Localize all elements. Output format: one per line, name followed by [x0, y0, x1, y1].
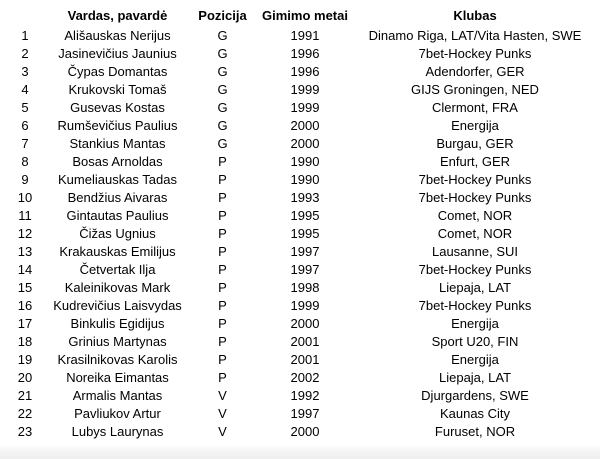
- player-name-cell: Grinius Martynas: [68, 333, 167, 349]
- birth-year-cell: 1992: [290, 387, 320, 403]
- club-cell: GIJS Groningen, NED: [411, 81, 539, 97]
- position-cell: P: [218, 207, 227, 223]
- table-header-row: [0, 4, 600, 26]
- birth-year-cell: 1998: [290, 279, 320, 295]
- birth-year-cell: 2000: [290, 315, 320, 331]
- player-name-cell: Kumeliauskas Tadas: [58, 171, 177, 187]
- table-row: [0, 80, 600, 98]
- club-cell: Kaunas City: [439, 405, 511, 421]
- position-cell: G: [217, 117, 228, 133]
- position-cell: P: [218, 261, 227, 277]
- birth-year-cell: 1999: [290, 81, 320, 97]
- table-row: [0, 62, 600, 80]
- birth-year-cell: 1997: [290, 405, 320, 421]
- row-number-cell: 16: [17, 297, 33, 313]
- club-cell: Lausanne, SUI: [431, 243, 518, 259]
- club-cell: Enfurt, GER: [439, 153, 511, 169]
- position-cell: P: [218, 369, 227, 385]
- birth-year-cell: 2001: [290, 351, 320, 367]
- row-number-cell: 22: [17, 405, 33, 421]
- birth-year-cell: 2001: [290, 333, 320, 349]
- position-cell: P: [218, 297, 227, 313]
- birth-year-cell: 1990: [290, 153, 320, 169]
- club-cell: Energija: [451, 117, 499, 133]
- player-name-cell: Rumševičius Paulius: [57, 117, 178, 133]
- row-number-cell: 12: [17, 225, 33, 241]
- table-row: [0, 314, 600, 332]
- position-cell: G: [217, 81, 228, 97]
- row-number-cell: 13: [17, 243, 33, 259]
- position-cell: P: [218, 351, 227, 367]
- table-row: [0, 152, 600, 170]
- birth-year-cell: 1995: [290, 225, 320, 241]
- club-cell: Djurgardens, SWE: [421, 387, 529, 403]
- row-number-cell: 18: [17, 333, 33, 349]
- position-cell: P: [218, 225, 227, 241]
- column-header-position: Pozicija: [198, 7, 247, 23]
- birth-year-cell: 1991: [290, 27, 320, 43]
- position-cell: P: [218, 153, 227, 169]
- player-name-cell: Krasilnikovas Karolis: [57, 351, 178, 367]
- table-row: [0, 134, 600, 152]
- row-number-cell: 15: [17, 279, 33, 295]
- player-name-cell: Krakauskas Emilijus: [59, 243, 176, 259]
- table-row: [0, 242, 600, 260]
- row-number-cell: 23: [17, 423, 33, 439]
- player-name-cell: Pavliukov Artur: [74, 405, 161, 421]
- player-name-cell: Armalis Mantas: [72, 387, 163, 403]
- table-row: [0, 170, 600, 188]
- birth-year-cell: 2000: [290, 423, 320, 439]
- player-name-cell: Lubys Laurynas: [71, 423, 164, 439]
- player-name-cell: Noreika Eimantas: [66, 369, 169, 385]
- player-name-cell: Kaleinikovas Mark: [64, 279, 171, 295]
- club-cell: 7bet-Hockey Punks: [418, 171, 532, 187]
- club-cell: 7bet-Hockey Punks: [418, 297, 532, 313]
- player-name-cell: Bosas Arnoldas: [72, 153, 163, 169]
- birth-year-cell: 2000: [290, 117, 320, 133]
- table-row: [0, 98, 600, 116]
- row-number-cell: 9: [21, 171, 29, 187]
- player-name-cell: Binkulis Egidijus: [70, 315, 165, 331]
- player-name-cell: Stankius Mantas: [69, 135, 166, 151]
- position-cell: V: [218, 387, 227, 403]
- row-number-cell: 11: [18, 207, 32, 223]
- column-header-birth-year: Gimimo metai: [262, 7, 348, 23]
- birth-year-cell: 1995: [290, 207, 320, 223]
- row-number-cell: 8: [21, 153, 29, 169]
- column-header-number: [0, 4, 50, 26]
- column-header-name: Vardas, pavardė: [67, 7, 168, 23]
- club-cell: Energija: [451, 315, 499, 331]
- club-cell: 7bet-Hockey Punks: [418, 261, 532, 277]
- club-cell: Sport U20, FIN: [431, 333, 519, 349]
- birth-year-cell: 1990: [290, 171, 320, 187]
- club-cell: Energija: [451, 351, 499, 367]
- club-cell: Adendorfer, GER: [425, 63, 525, 79]
- player-name-cell: Četvertak Ilja: [79, 261, 156, 277]
- position-cell: G: [217, 27, 228, 43]
- player-name-cell: Bendžius Aivaras: [67, 189, 168, 205]
- club-cell: Clermont, FRA: [432, 99, 518, 115]
- player-name-cell: Čižas Ugnius: [79, 225, 156, 241]
- position-cell: P: [218, 333, 227, 349]
- table-row: [0, 368, 600, 386]
- position-cell: P: [218, 315, 227, 331]
- row-number-cell: 1: [21, 27, 29, 43]
- club-cell: Furuset, NOR: [434, 423, 516, 439]
- club-cell: Burgau, GER: [436, 135, 514, 151]
- table-row: [0, 404, 600, 422]
- table-row: [0, 206, 600, 224]
- birth-year-cell: 1999: [290, 297, 320, 313]
- birth-year-cell: 1996: [290, 45, 320, 61]
- club-cell: Liepaja, LAT: [438, 279, 512, 295]
- birth-year-cell: 1999: [290, 99, 320, 115]
- row-number-cell: 21: [17, 387, 33, 403]
- birth-year-cell: 2002: [290, 369, 320, 385]
- position-cell: P: [218, 243, 227, 259]
- table-row: [0, 260, 600, 278]
- club-cell: 7bet-Hockey Punks: [418, 189, 532, 205]
- club-cell: Dinamo Riga, LAT/Vita Hasten, SWE: [368, 27, 582, 43]
- position-cell: G: [217, 135, 228, 151]
- player-name-cell: Gintautas Paulius: [66, 207, 169, 223]
- position-cell: G: [217, 45, 228, 61]
- player-name-cell: Krukovski Tomaš: [68, 81, 167, 97]
- birth-year-cell: 1997: [290, 243, 320, 259]
- position-cell: P: [218, 279, 227, 295]
- table-row: [0, 386, 600, 404]
- birth-year-cell: 1997: [290, 261, 320, 277]
- table-row: [0, 116, 600, 134]
- table-row: [0, 422, 600, 440]
- player-name-cell: Čypas Domantas: [67, 63, 168, 79]
- player-name-cell: Jasinevičius Jaunius: [58, 45, 177, 61]
- club-cell: 7bet-Hockey Punks: [418, 45, 532, 61]
- table-row: [0, 296, 600, 314]
- position-cell: V: [218, 423, 227, 439]
- column-header-club: Klubas: [453, 7, 497, 23]
- position-cell: V: [218, 405, 227, 421]
- position-cell: G: [217, 63, 228, 79]
- row-number-cell: 2: [21, 45, 29, 61]
- position-cell: P: [218, 171, 227, 187]
- club-cell: Comet, NOR: [437, 207, 513, 223]
- row-number-cell: 5: [21, 99, 29, 115]
- page-bottom-edge: [0, 445, 600, 459]
- birth-year-cell: 2000: [290, 135, 320, 151]
- row-number-cell: 20: [17, 369, 33, 385]
- row-number-cell: 4: [21, 81, 29, 97]
- birth-year-cell: 1993: [290, 189, 320, 205]
- table-body: [0, 26, 600, 440]
- row-number-cell: 3: [21, 63, 29, 79]
- row-number-cell: 14: [17, 261, 33, 277]
- row-number-cell: 7: [21, 135, 29, 151]
- table-row: [0, 44, 600, 62]
- birth-year-cell: 1996: [290, 63, 320, 79]
- row-number-cell: 6: [21, 117, 29, 133]
- position-cell: P: [218, 189, 227, 205]
- row-number-cell: 10: [17, 189, 33, 205]
- table-row: [0, 350, 600, 368]
- club-cell: Comet, NOR: [437, 225, 513, 241]
- player-name-cell: Ališauskas Nerijus: [64, 27, 171, 43]
- player-name-cell: Gusevas Kostas: [70, 99, 165, 115]
- player-name-cell: Kudrevičius Laisvydas: [53, 297, 182, 313]
- table-row: [0, 278, 600, 296]
- table-row: [0, 332, 600, 350]
- players-table: [0, 4, 600, 440]
- row-number-cell: 17: [17, 315, 33, 331]
- position-cell: G: [217, 99, 228, 115]
- table-row: [0, 26, 600, 44]
- table-row: [0, 188, 600, 206]
- club-cell: Liepaja, LAT: [438, 369, 512, 385]
- row-number-cell: 19: [17, 351, 33, 367]
- table-row: [0, 224, 600, 242]
